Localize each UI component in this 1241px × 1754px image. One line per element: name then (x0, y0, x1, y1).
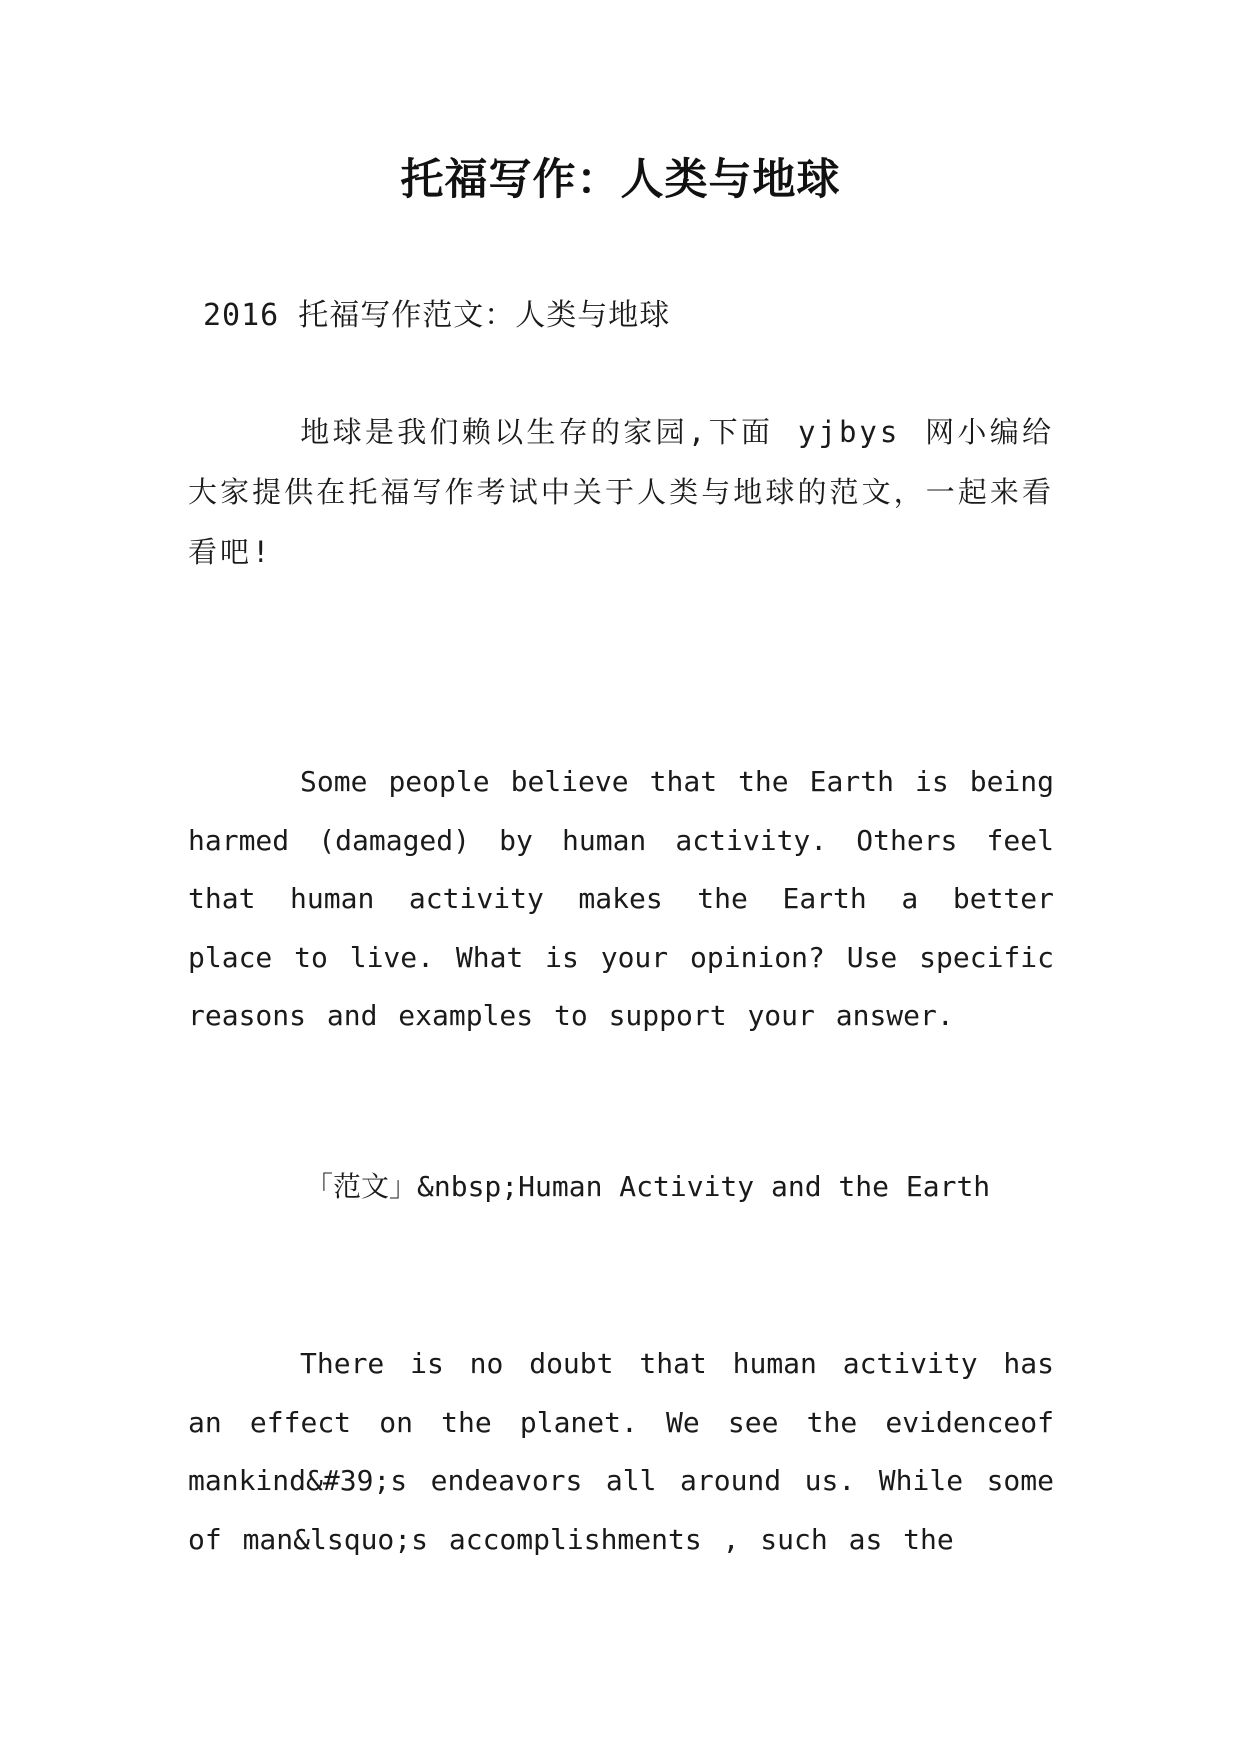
document-subtitle: 2016 托福写作范文：人类与地球 (203, 298, 671, 333)
essay-body-paragraph (188, 1335, 1054, 1569)
intro-paragraph (188, 402, 1054, 582)
essay-body-text: There is no doubt that human activity has an effect on the planet. We see the evidenceof mankind&#39;s endeavors all around us. While some of man&lsquo;s accomplishments , such as the (188, 1347, 1054, 1556)
prompt-text: Some people believe that the Earth is being harmed (damaged) by human activity. Others feel that human activity makes the Earth a better place to live. What is your opinion? Use specific reasons and examples to support your answer. (188, 765, 1054, 1032)
intro-text: 地球是我们赖以生存的家园,下面 yjbys 网小编给大家提供在托福写作考试中关于人类与地球的范文，一起来看看吧! (188, 415, 1054, 569)
prompt-paragraph (188, 753, 1054, 1046)
essay-heading: 「范文」&nbsp;Human Activity and the Earth (305, 1170, 991, 1203)
document-title: 托福写作：人类与地球 (400, 155, 841, 205)
